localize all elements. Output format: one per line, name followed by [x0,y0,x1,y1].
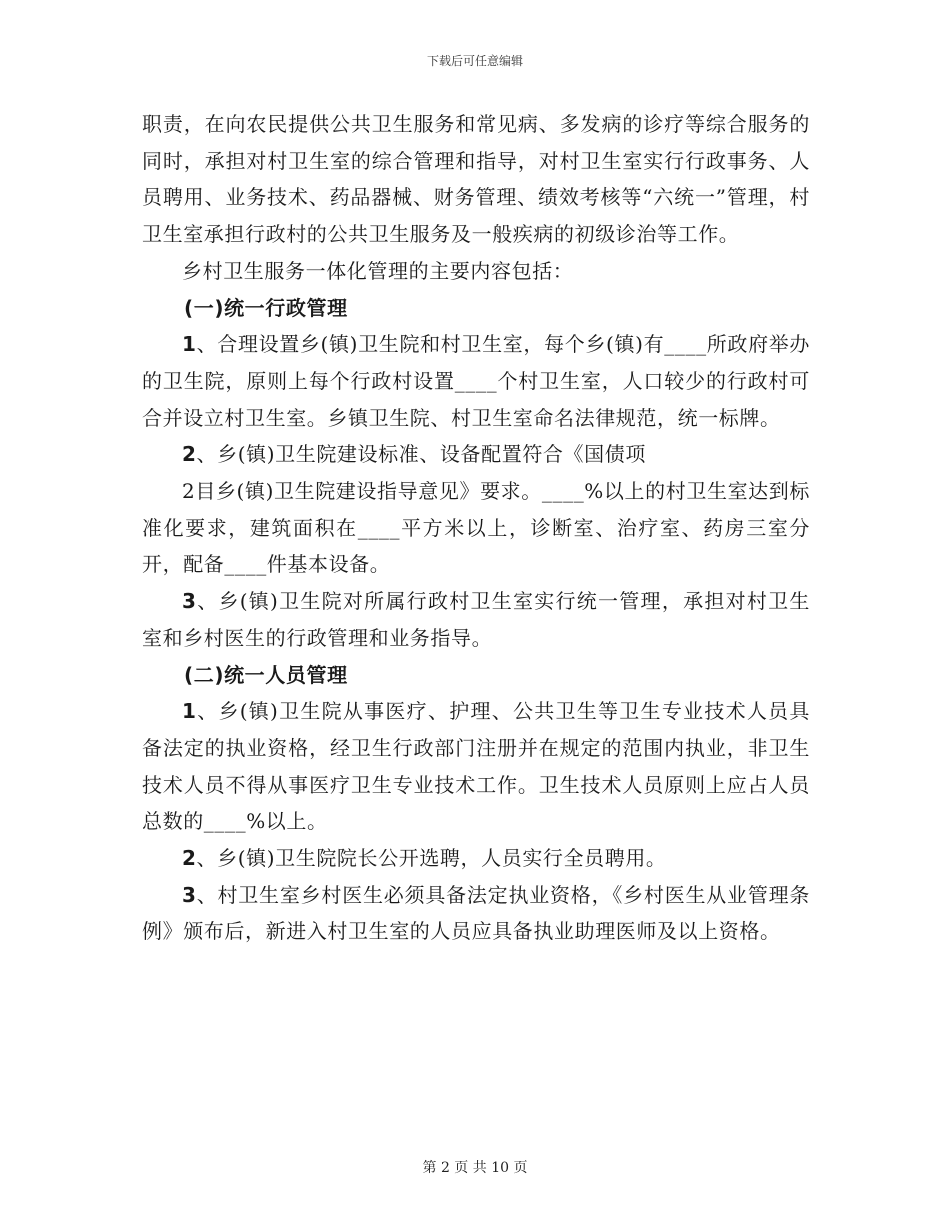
paragraph-text: 、乡(镇)卫生院从事医疗、护理、公共卫生等卫生专业技术人员具备法定的执业资格，经卫生行政部门注册并在规定的范围内执业，非卫生技术人员不得从事医疗卫生专业技术工作。卫生技术人员原则上应占人员总数的____%以上。 [142,699,810,834]
paragraph [142,840,810,877]
paragraph: 职责，在向农民提供公共卫生服务和常见病、多发病的诊疗等综合服务的同时，承担对村卫生室的综合管理和指导，对村卫生室实行行政事务、人员聘用、业务技术、药品器械、财务管理、绩效考核等“六统一”管理，村卫生室承担行政村的公共卫生服务及一般疾病的初级诊治等工作。 [142,112,810,247]
section-heading: (二)统一人员管理 [184,662,348,687]
paragraph-text: 、乡(镇)卫生院建设标准、设备配置符合《国债项 [196,442,646,467]
paragraph [142,693,810,840]
paragraph-text: 、乡(镇)卫生院对所属行政村卫生室实行统一管理，承担对村卫生室和乡村医生的行政管理和业务指导。 [142,589,810,650]
paragraph-text: 、乡(镇)卫生院院长公开选聘，人员实行全员聘用。 [196,846,667,871]
paragraph-text: 、村卫生室乡村医生必须具备法定执业资格，《乡村医生从业管理条例》颁布后，新进入村卫生室的人员应具备执业助理医师及以上资格。 [142,882,810,944]
paragraph [142,583,810,656]
paragraph: 2目乡(镇)卫生院建设指导意见》要求。____%以上的村卫生室达到标准化要求，建筑面积在____平方米以上，诊断室、治疗室、药房三室分开，配备____件基本设备。 [142,479,810,577]
item-number: 1 [182,332,197,357]
page-footer: 第 2 页 共 10 页 [422,1160,528,1176]
item-number: 2 [182,442,197,467]
paragraph-text: 、合理设置乡(镇)卫生院和村卫生室，每个乡(镇)有____所政府举办的卫生院，原则上每个行政村设置____个村卫生室，人口较少的行政村可合并设立村卫生室。乡镇卫生院、村卫生室命名法律规范，统一标牌。 [142,332,810,430]
section-heading: (一)统一行政管理 [184,295,348,320]
item-number: 2 [182,846,197,871]
paragraph [142,326,810,436]
item-number: 1 [182,699,197,724]
page-header: 下载后可任意编辑 [426,54,523,68]
document-body [142,106,810,950]
paragraph: 乡村卫生服务一体化管理的主要内容包括： [182,258,574,283]
item-number: 3 [182,589,197,614]
item-number: 3 [182,882,197,907]
paragraph [142,436,810,473]
paragraph [142,877,810,950]
